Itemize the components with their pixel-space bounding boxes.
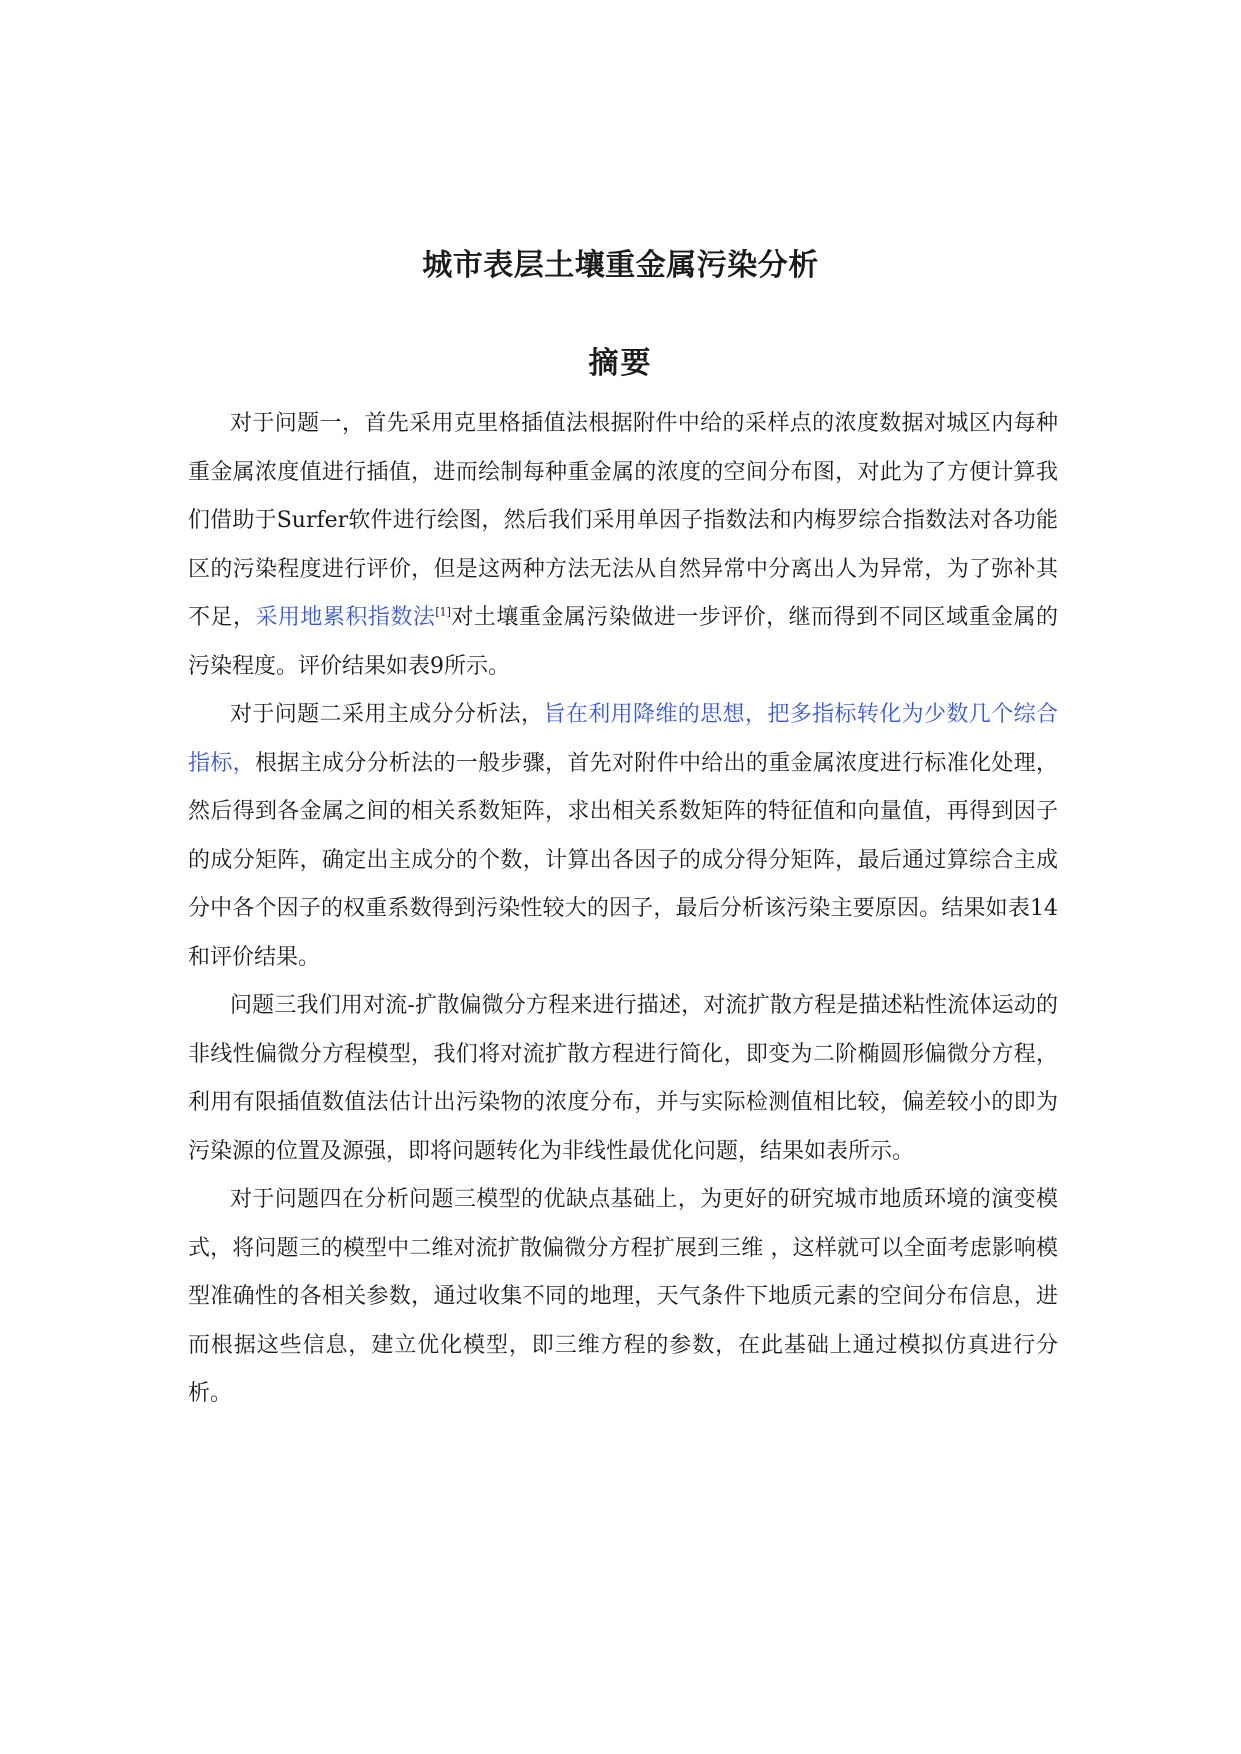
abstract-body [188, 400, 1058, 1419]
abstract-paragraph-1 [188, 400, 1058, 691]
citation-marker[interactable]: [1] [435, 605, 451, 619]
paragraph-1-method-link[interactable]: 采用地累积指数法 [255, 605, 436, 630]
paragraph-2-text-a: 对于问题二采用主成分分析法， [230, 702, 544, 727]
abstract-paragraph-3: 问题三我们用对流-扩散偏微分方程来进行描述，对流扩散方程是描述粘性流体运动的非线性偏微分方程模型，我们将对流扩散方程进行简化，即变为二阶椭圆形偏微分方程，利用有限插值数值法估计出污染物的浓度分布，并与实际检测值相比较，偏差较小的即为污染源的位置及源强，即将问题转化为非线性最优化问题，结果如表所示。 [188, 993, 1058, 1164]
abstract-heading: 摘要 [588, 346, 653, 381]
paragraph-2-text-b: 根据主成分分析法的一般步骤，首先对附件中给出的重金属浓度进行标准化处理，然后得到各金属之间的相关系数矩阵，求出相关系数矩阵的特征值和向量值，再得到因子的成分矩阵，确定出主成分的个数，计算出各因子的成分得分矩阵，最后通过算综合主成分中各个因子的权重系数得到污染性较大的因子，最后分析该污染主要原因。结果如表14和评价结果。 [188, 750, 1058, 970]
abstract-paragraph-2 [188, 691, 1058, 982]
paper-title: 城市表层土壤重金属污染分析 [422, 248, 819, 283]
abstract-paragraph-4: 对于问题四在分析问题三模型的优缺点基础上，为更好的研究城市地质环境的演变模式，将问题三的模型中二维对流扩散偏微分方程扩展到三维 ，这样就可以全面考虑影响模型准确性的各相关参数，通过收集不同的地理，天气条件下地质元素的空间分布信息，进而根据这些信息，建立优化模型，即三维方程的参数，在此基础上通过模拟仿真进行分析。 [188, 1187, 1058, 1406]
paragraph-1-text-b: 对土壤重金属污染做进一步评价，继而得到不同区域重金属的污染程度。评价结果如表9所示。 [188, 605, 1058, 679]
paragraph-1-text-a: 对于问题一，首先采用克里格插值法根据附件中给的采样点的浓度数据对城区内每种重金属浓度值进行插值，进而绘制每种重金属的浓度的空间分布图，对此为了方便计算我们借助于Surfer软件进行绘图，然后我们采用单因子指数法和内梅罗综合指数法对各功能区的污染程度进行评价，但是这两种方法无法从自然异常中分离出人为异常，为了弥补其不足， [188, 411, 1058, 630]
paragraph-2-highlight: 旨在利用降维的思想，把多指标转化为少数几个综合指标， [188, 702, 1058, 776]
